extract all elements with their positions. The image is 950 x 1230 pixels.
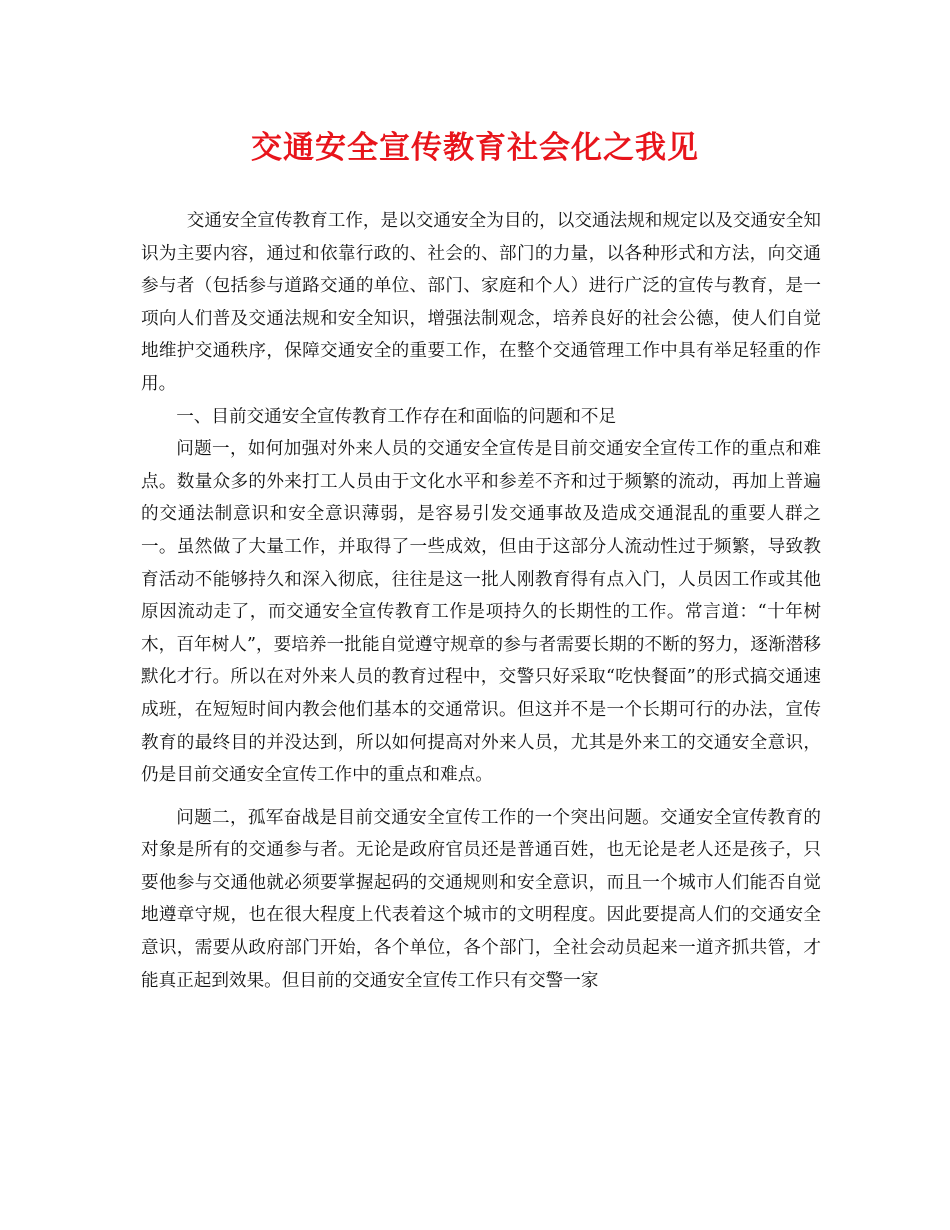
document-title: 交通安全宣传教育社会化之我见 xyxy=(251,130,699,166)
paragraph-intro: 交通安全宣传教育工作，是以交通安全为目的，以交通法规和规定以及交通安全知识为主要内容，通过和依靠行政的、社会的、部门的力量，以各种形式和方法，向交通参与者（包括参与道路交通的单位、部门、家庭和个人）进行广泛的宣传与教育，是一项向人们普及交通法规和安全知识，增强法制观念，培养良好的社会公德，使人们自觉地维护交通秩序，保障交通安全的重要工作，在整个交通管理工作中具有举足轻重的作用。 xyxy=(141,211,821,394)
document-body xyxy=(141,205,821,997)
paragraph-problem-one: 问题一，如何加强对外来人员的交通安全宣传是目前交通安全宣传工作的重点和难点。数量众多的外来打工人员由于文化水平和参差不齐和过于频繁的流动，再加上普遍的交通法制意识和安全意识薄弱，是容易引发交通事故及造成交通混乱的重要人群之一。虽然做了大量工作，并取得了一些成效，但由于这部分人流动性过于频繁，导致教育活动不能够持久和深入彻底，往往是这一批人刚教育得有点入门，人员因工作或其他原因流动走了，而交通安全宣传教育工作是项持久的长期性的工作。常言道：“十年树木，百年树人”，要培养一批能自觉遵守规章的参与者需要长期的不断的努力，逐渐潜移默化才行。所以在对外来人员的教育过程中，交警只好采取“吃快餐面”的形式搞交通速成班，在短短时间内教会他们基本的交通常识。但这并不是一个长期可行的办法，宣传教育的最终目的并没达到，所以如何提高对外来人员，尤其是外来工的交通安全意识，仍是目前交通安全宣传工作中的重点和难点。 xyxy=(141,439,821,786)
section-heading-problems: 一、目前交通安全宣传教育工作存在和面临的问题和不足 xyxy=(176,406,617,427)
paragraph-problem-two: 问题二，孤军奋战是目前交通安全宣传工作的一个突出问题。交通安全宣传教育的对象是所有的交通参与者。无论是政府官员还是普通百姓，也无论是老人还是孩子，只要他参与交通他就必须要掌握起码的交通规则和安全意识，而且一个城市人们能否自觉地遵章守规，也在很大程度上代表着这个城市的文明程度。因此要提高人们的交通安全意识，需要从政府部门开始，各个单位，各个部门，全社会动员起来一道齐抓共管，才能真正起到效果。但目前的交通安全宣传工作只有交警一家 xyxy=(141,807,821,991)
